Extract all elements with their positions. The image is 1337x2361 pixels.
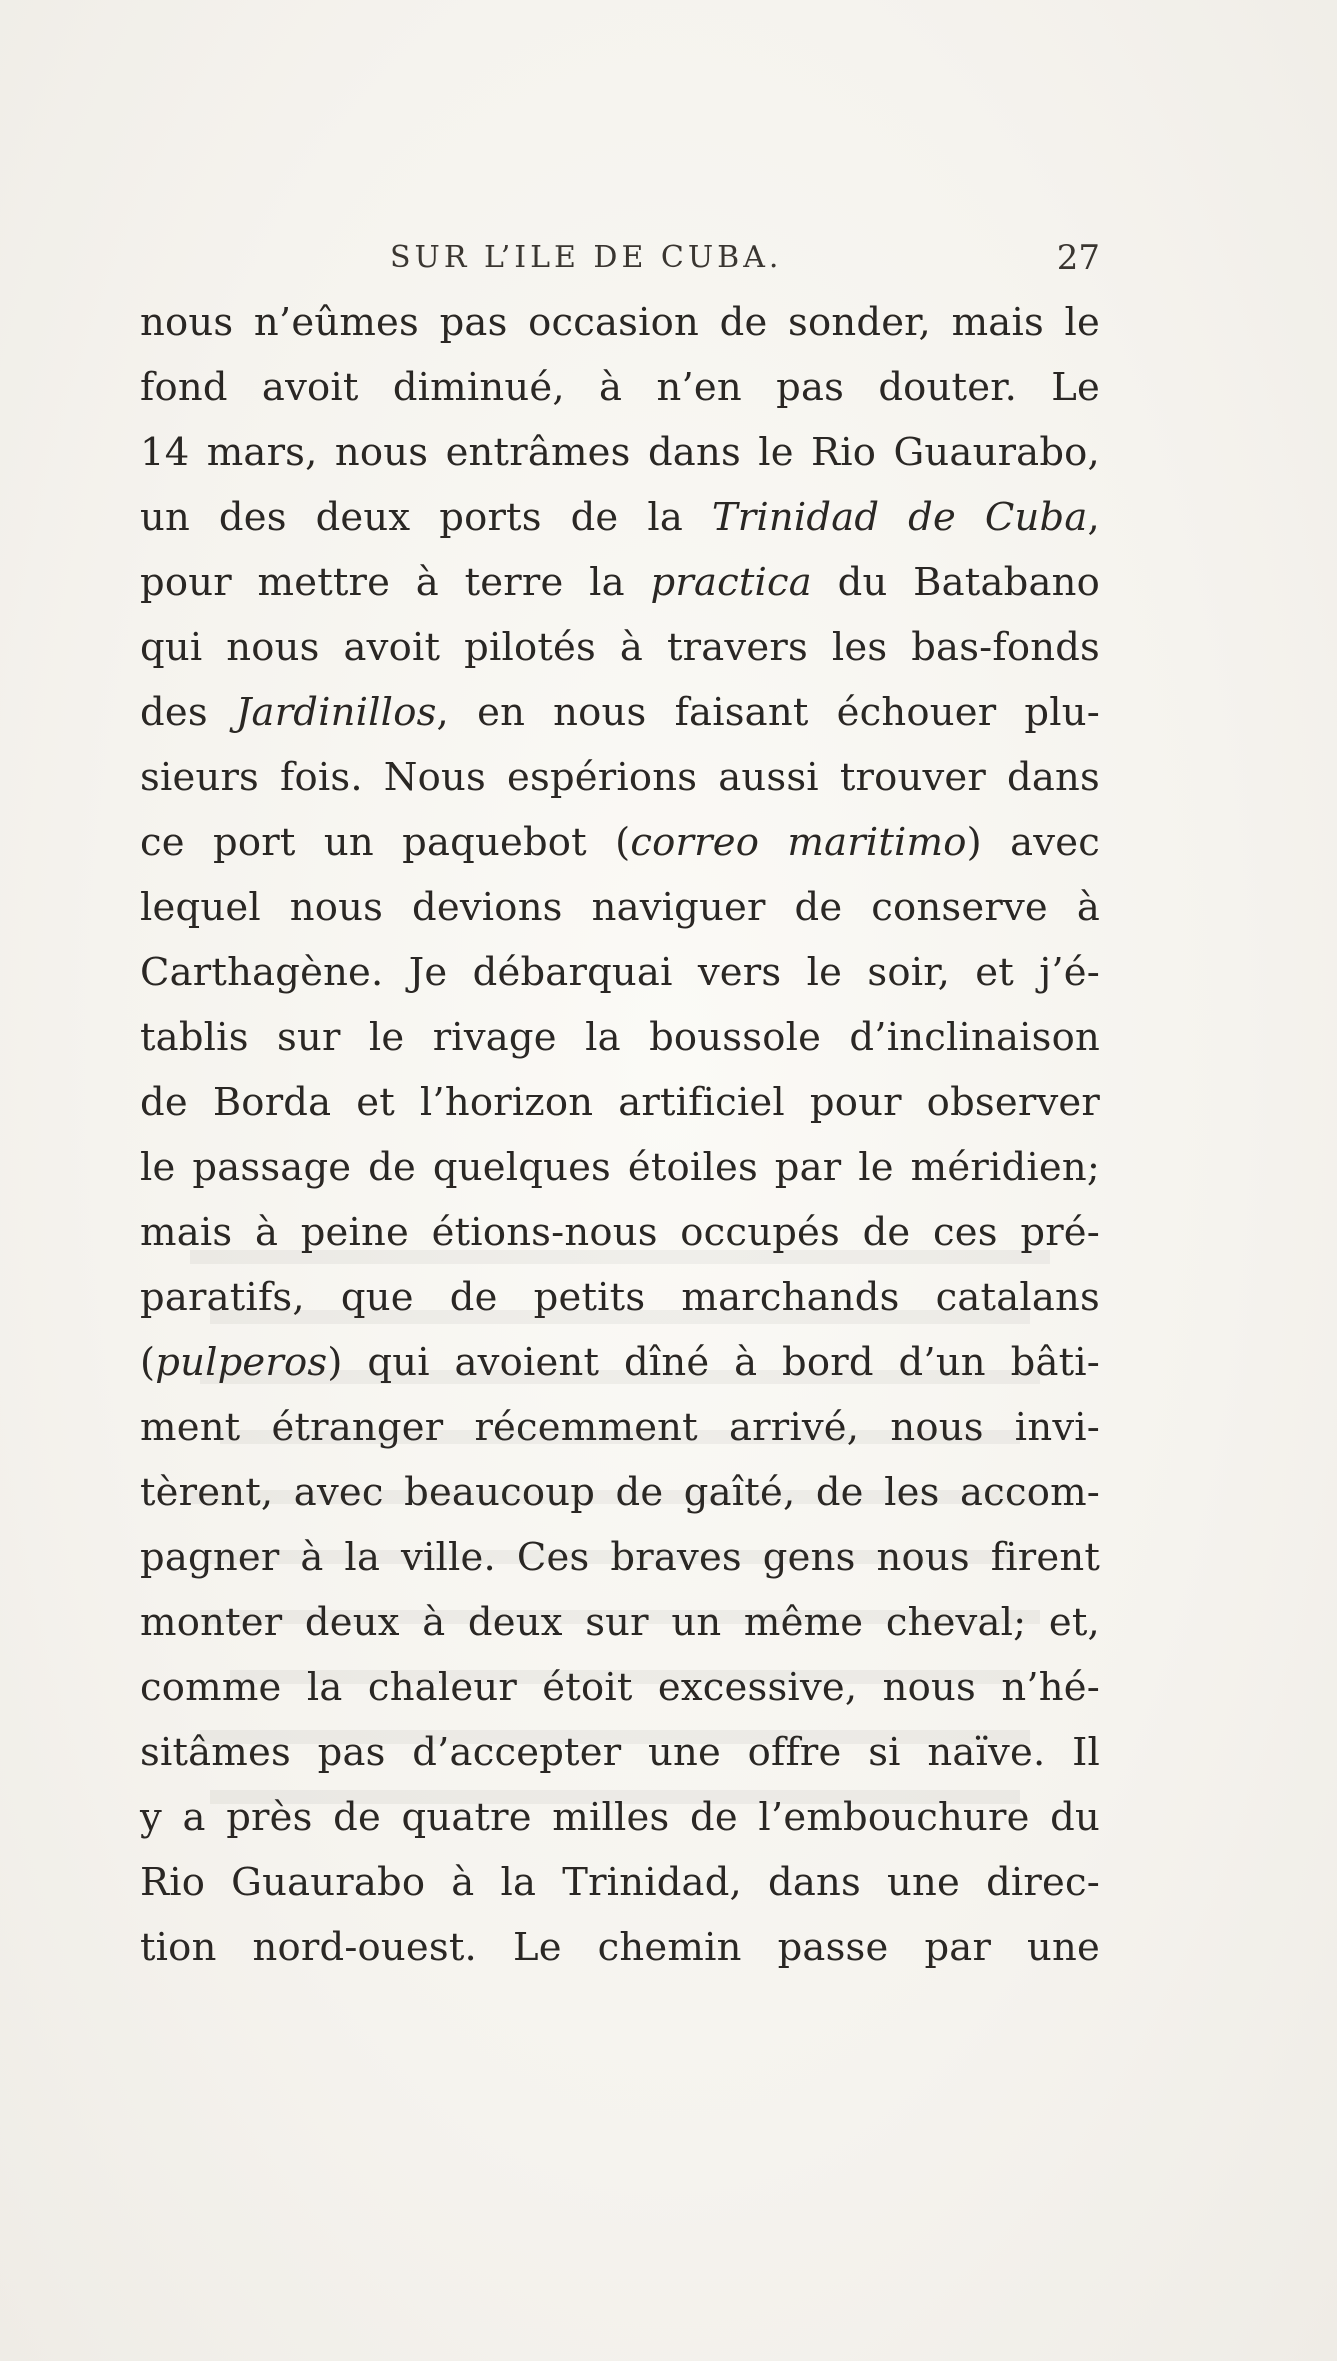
page-number: 27 (1056, 238, 1100, 278)
text-line: sieurs fois. Nous espérions aussi trouver dans (140, 755, 1100, 800)
italic-text: Trinidad de Cuba (711, 495, 1088, 540)
italic-text: practica (650, 560, 812, 605)
text-line: mais à peine étions-nous occupés de ces pré- (140, 1210, 1100, 1255)
italic-text: Jardinillos (235, 690, 437, 735)
text-line: ment étranger récemment arrivé, nous invi- (140, 1405, 1100, 1450)
text-line: qui nous avoit pilotés à travers les bas-fonds (140, 625, 1100, 670)
text-line: (pulperos) qui avoient dîné à bord d’un bâti- (140, 1340, 1100, 1385)
text-line: Carthagène. Je débarquai vers le soir, et j’é- (140, 950, 1100, 995)
text-line: un des deux ports de la Trinidad de Cuba, (140, 495, 1100, 540)
text-line: comme la chaleur étoit excessive, nous n’hé- (140, 1665, 1100, 1710)
text-line: pour mettre à terre la practica du Batabano (140, 560, 1101, 605)
body-text (140, 290, 1100, 1980)
italic-text: pulperos (155, 1340, 328, 1385)
text-line: de Borda et l’horizon artificiel pour observer (140, 1080, 1100, 1125)
text-line: tablis sur le rivage la boussole d’inclinaison (140, 1015, 1100, 1060)
text-line: le passage de quelques étoiles par le méridien; (140, 1145, 1100, 1190)
text-line: tèrent, avec beaucoup de gaîté, de les accom- (140, 1470, 1100, 1515)
text-line: pagner à la ville. Ces braves gens nous firent (140, 1535, 1100, 1580)
text-line: des Jardinillos, en nous faisant échouer plu- (140, 690, 1100, 735)
running-title: SUR L’ILE DE CUBA. (390, 240, 783, 275)
text-line: fond avoit diminué, à n’en pas douter. Le (140, 365, 1100, 410)
running-head (140, 240, 1100, 284)
text-line: monter deux à deux sur un même cheval; et, (140, 1600, 1100, 1645)
text-line: nous n’eûmes pas occasion de sonder, mais le (140, 300, 1100, 345)
text-line: Rio Guaurabo à la Trinidad, dans une direc- (140, 1860, 1100, 1905)
text-line: sitâmes pas d’accepter une offre si naïve. Il (140, 1730, 1100, 1775)
text-line: paratifs, que de petits marchands catalans (140, 1275, 1100, 1320)
italic-text: correo maritimo (630, 820, 967, 865)
text-line: lequel nous devions naviguer de conserve à (140, 885, 1100, 930)
text-line: 14 mars, nous entrâmes dans le Rio Guaurabo, (140, 430, 1100, 475)
text-line: tion nord-ouest. Le chemin passe par une (140, 1925, 1100, 1970)
text-line: ce port un paquebot (correo maritimo) avec (140, 820, 1100, 865)
text-line: y a près de quatre milles de l’embouchure du (140, 1795, 1100, 1840)
